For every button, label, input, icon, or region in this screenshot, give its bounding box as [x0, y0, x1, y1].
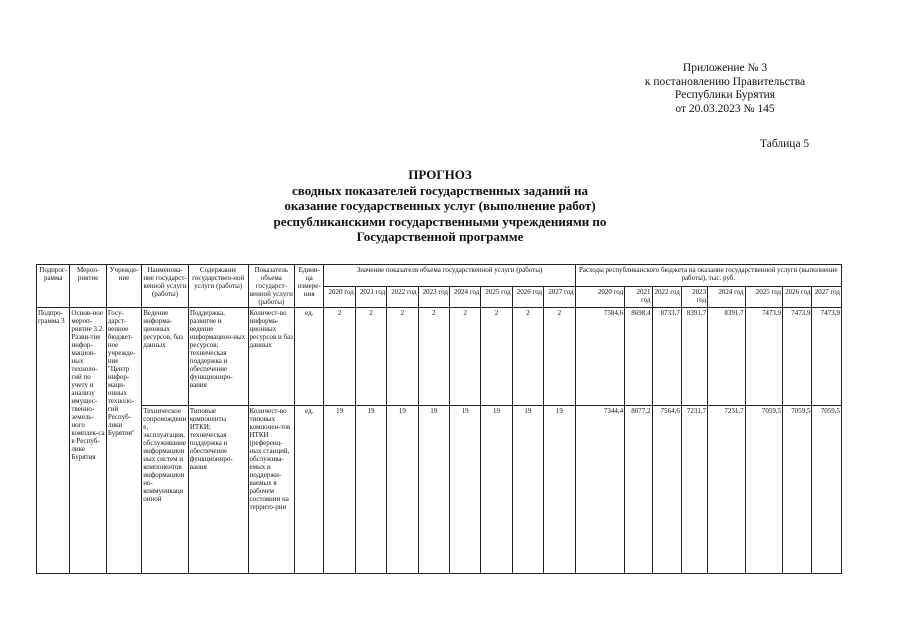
cell-volume: 2: [481, 308, 512, 406]
cell-volume: 2: [449, 308, 480, 406]
cell-volume: 19: [544, 406, 575, 574]
cell-budget: 8391,7: [708, 308, 745, 406]
header-measure: Мероп-риятие: [70, 265, 106, 308]
cell-unit: ед.: [295, 406, 324, 574]
header-volume-year: 2021 год: [355, 286, 386, 308]
header-service-name: Наименова-ние государст-венной услуги (работы): [142, 265, 189, 308]
title-line: ПРОГНОЗ: [408, 167, 472, 182]
cell-volume: 19: [481, 406, 512, 574]
table-label: Таблица 5: [760, 138, 810, 150]
cell-volume: 2: [355, 308, 386, 406]
title-line: оказание государственных услуг (выполнение работ): [284, 198, 596, 213]
cell-volume: 19: [387, 406, 418, 574]
header-budget-year: 2026 год: [783, 286, 812, 308]
title-line: сводных показателей государственных заданий на: [292, 182, 588, 198]
appendix-line: к постановлению Правительства: [644, 75, 806, 88]
header-budget-year: 2021 год: [625, 286, 652, 308]
cell-budget: 8698,4: [625, 308, 652, 406]
header-service-content: Содержание государствен-ной услуги (работы): [188, 265, 248, 308]
appendix-line: Республики Бурятия: [674, 89, 776, 101]
cell-budget: 7473,9: [745, 308, 782, 406]
cell-budget: 8077,2: [625, 406, 652, 574]
cell-budget: 7059,5: [812, 406, 842, 574]
cell-subprogram: Подпро-грамма 3: [37, 308, 70, 574]
header-indicator: Показатель объема государст-венной услуги (работы): [249, 266, 293, 306]
cell-volume: 2: [544, 308, 575, 406]
cell-volume: 19: [355, 406, 386, 574]
cell-volume: 19: [418, 406, 449, 574]
cell-budget: 7344,4: [575, 406, 625, 574]
cell-volume: 2: [512, 308, 543, 406]
table-row: [37, 308, 842, 406]
header-volume-year: 2025 год: [481, 286, 512, 308]
cell-budget: 7473,9: [783, 308, 812, 406]
header-volume-year: 2022 год: [387, 286, 418, 308]
header-volume-year: 2026 год: [512, 286, 543, 308]
header-budget-year: 2024 год: [708, 286, 745, 308]
appendix-block: [600, 62, 850, 116]
cell-budget: 7584,6: [575, 308, 625, 406]
header-volume-year: 2027 год: [544, 286, 575, 308]
document-title: [180, 167, 700, 245]
cell-service-content: Типовые компоненты ИТКИ; техническая поддержка и обеспечение функциониро-вания: [188, 406, 248, 574]
cell-indicator: Количест-во информа-ционных ресурсов и баз данных: [248, 308, 295, 406]
header-volume-year: 2024 год: [449, 286, 480, 308]
cell-budget: 7059,5: [783, 406, 812, 574]
header-institution: Учрежде-ние: [106, 265, 141, 308]
cell-budget: 7564,6: [652, 406, 681, 574]
cell-budget: 7231,7: [708, 406, 745, 574]
appendix-line: от 20.03.2023 № 145: [675, 102, 775, 115]
cell-institution: Госу-дарст-венное бюджет-ное учрежде-ние "Центр инфор-маци-онных техноло-гий Респуб-лики Бурятия": [106, 308, 141, 574]
header-budget-group: Расходы республиканского бюджета на оказание государственной услуги (выполнение работы), тыс. руб.: [575, 265, 841, 287]
appendix-line: Приложение № 3: [682, 62, 768, 74]
cell-budget: 8733,7: [652, 308, 681, 406]
cell-indicator: Количест-во типовых компонен-тов ИТКИ (референц-ных станций, обслужива-емых и поддержи-ваемых в рабочем состоянии на террито-рии: [248, 406, 295, 574]
header-budget-year: 2022 год: [652, 286, 681, 308]
title-line: республиканскими государственными учреждениями по: [273, 213, 607, 229]
header-budget-year: 2020 год: [575, 286, 625, 308]
cell-volume: 19: [324, 406, 355, 574]
forecast-table: [36, 264, 842, 574]
header-budget-year: 2025 год: [745, 286, 782, 308]
header-volume-year: 2020 год: [324, 286, 355, 308]
header-volume-group: Значение показателя объема государственной услуги (работы): [324, 265, 575, 287]
header-volume-year: 2023 год: [418, 286, 449, 308]
cell-volume: 2: [324, 308, 355, 406]
cell-service-content: Поддержка, развитие и ведение информацион-ных ресурсов; техническая поддержка и обеспечение функциониро-вания: [188, 308, 248, 406]
cell-volume: 2: [387, 308, 418, 406]
cell-budget: 7473,9: [812, 308, 842, 406]
header-unit: Едини-ца измере-ния: [295, 265, 324, 308]
cell-budget: 8391,7: [681, 308, 707, 406]
table-row: [37, 406, 842, 574]
title-line: Государственной программе: [356, 229, 524, 244]
header-budget-year: 2023 год: [681, 286, 707, 308]
cell-budget: 7231,7: [681, 406, 707, 574]
cell-volume: 2: [418, 308, 449, 406]
header-budget-year: 2027 год: [812, 286, 842, 308]
cell-service-name: Ведение информа-ционных ресурсов, баз данных: [142, 308, 189, 406]
cell-service-name: Техническое сопровождение, эксплуатация, обслуживание информационных систем и компонентов информационно-коммуникационной: [142, 406, 189, 574]
cell-volume: 19: [512, 406, 543, 574]
cell-measure: Основ-ное мероп-риятие 3.2. Разви-тие инфор-мацион-ных техноло-гий по учету и анализу имущес-твенно-земель-ного комплек-са в Респуб-лике Бурятия: [70, 308, 106, 574]
cell-volume: 19: [449, 406, 480, 574]
header-subprogram: Подпрог-рамма: [37, 265, 70, 308]
cell-budget: 7059,5: [745, 406, 782, 574]
cell-unit: ед.: [295, 308, 324, 406]
